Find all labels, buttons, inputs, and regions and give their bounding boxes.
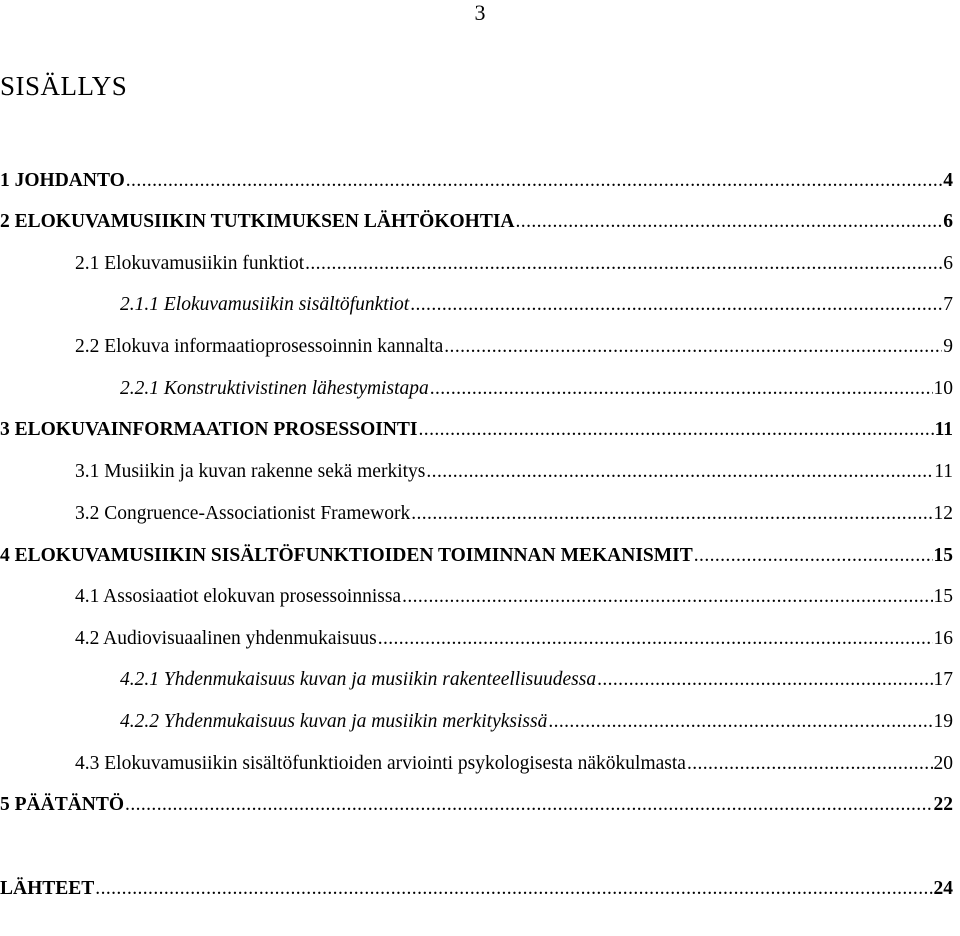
toc-entry-page: 12: [933, 503, 953, 524]
toc-entry-label: 5 PÄÄTÄNTÖ: [0, 794, 125, 815]
toc-entry-page: 16: [933, 628, 953, 649]
toc-entry-label: 3 ELOKUVAINFORMAATION PROSESSOINTI: [0, 419, 418, 440]
toc-entry-label: 2.2 Elokuva informaatioprosessoinnin kannalta: [75, 336, 444, 357]
toc-entry-page: 11: [934, 461, 953, 482]
toc-leader-dots: [516, 208, 943, 236]
page-number: 3: [474, 0, 486, 25]
toc-entry-label: 4.2 Audiovisuaalinen yhdenmukaisuus: [75, 628, 377, 649]
toc-entry[interactable]: [0, 542, 953, 570]
toc-leader-dots: [426, 458, 933, 486]
toc-entry[interactable]: [0, 750, 953, 778]
toc-entry-label: LÄHTEET: [0, 878, 95, 899]
toc-entry-page: 17: [933, 669, 953, 690]
toc-entry-label: 1 JOHDANTO: [0, 170, 125, 191]
toc-entry-page: 22: [933, 794, 953, 815]
toc-entry-label: 4.1 Assosiaatiot elokuvan prosessoinnissa: [75, 586, 402, 607]
toc-entry-page: 4: [943, 170, 953, 191]
toc-entry-page: 20: [933, 753, 953, 774]
toc-entry-label: 3.2 Congruence-Associationist Framework: [75, 503, 411, 524]
toc-entry[interactable]: [0, 167, 953, 195]
toc-entry-page: 15: [933, 545, 953, 566]
toc-entry-label: 2.1 Elokuvamusiikin funktiot: [75, 253, 305, 274]
toc-leader-dots: [411, 500, 932, 528]
toc-entry-page: 7: [943, 294, 953, 315]
toc-entry-page: 24: [933, 878, 953, 899]
toc-leader-dots: [125, 791, 932, 819]
toc-entry-page: 19: [933, 711, 953, 732]
toc-entry[interactable]: [0, 791, 953, 819]
toc-leader-dots: [430, 375, 933, 403]
toc-entry[interactable]: [0, 875, 953, 903]
toc-entry[interactable]: [0, 375, 953, 403]
toc-entry-label: 4 ELOKUVAMUSIIKIN SISÄLTÖFUNKTIOIDEN TOIMINNAN MEKANISMIT: [0, 545, 693, 566]
toc-entry[interactable]: [0, 708, 953, 736]
toc-leader-dots: [402, 583, 932, 611]
toc-entry[interactable]: [0, 625, 953, 653]
toc-leader-dots: [378, 625, 933, 653]
toc-entry-label: 2.1.1 Elokuvamusiikin sisältöfunktiot: [120, 294, 410, 315]
toc-leader-dots: [419, 416, 934, 444]
toc-entry[interactable]: [0, 583, 953, 611]
toc-entry-page: 10: [933, 378, 953, 399]
toc-leader-dots: [305, 250, 942, 278]
toc-leader-dots: [687, 750, 933, 778]
toc-entry-page: 6: [943, 253, 953, 274]
toc-entry-label: 3.1 Musiikin ja kuvan rakenne sekä merkitys: [75, 461, 426, 482]
toc-entry[interactable]: [0, 291, 953, 319]
toc-entry-page: 11: [934, 419, 953, 440]
toc-leader-dots: [95, 875, 932, 903]
page-title: SISÄLLYS: [0, 71, 128, 101]
toc-leader-dots: [126, 167, 942, 195]
toc-leader-dots: [597, 666, 932, 694]
toc-entry-label: 2 ELOKUVAMUSIIKIN TUTKIMUKSEN LÄHTÖKOHTIA: [0, 211, 515, 232]
toc-entry-label: 4.2.1 Yhdenmukaisuus kuvan ja musiikin rakenteellisuudessa: [120, 669, 597, 690]
toc-entry-label: 4.3 Elokuvamusiikin sisältöfunktioiden arviointi psykologisesta näkökulmasta: [75, 753, 686, 774]
toc-entry[interactable]: [0, 416, 953, 444]
toc-entry[interactable]: [0, 208, 953, 236]
toc-entry[interactable]: [0, 458, 953, 486]
toc-entry[interactable]: [0, 250, 953, 278]
toc-entry-page: 9: [943, 336, 953, 357]
toc-leader-dots: [694, 542, 933, 570]
toc-leader-dots: [548, 708, 932, 736]
toc-entry[interactable]: [0, 333, 953, 361]
toc-leader-dots: [444, 333, 942, 361]
toc-entry[interactable]: [0, 666, 953, 694]
toc-entry-page: 15: [933, 586, 953, 607]
toc-entry-label: 2.2.1 Konstruktivistinen lähestymistapa: [120, 378, 429, 399]
toc-entry-page: 6: [943, 211, 953, 232]
toc-leader-dots: [410, 291, 942, 319]
toc-entry[interactable]: [0, 500, 953, 528]
toc-entry-label: 4.2.2 Yhdenmukaisuus kuvan ja musiikin merkityksissä: [120, 711, 548, 732]
